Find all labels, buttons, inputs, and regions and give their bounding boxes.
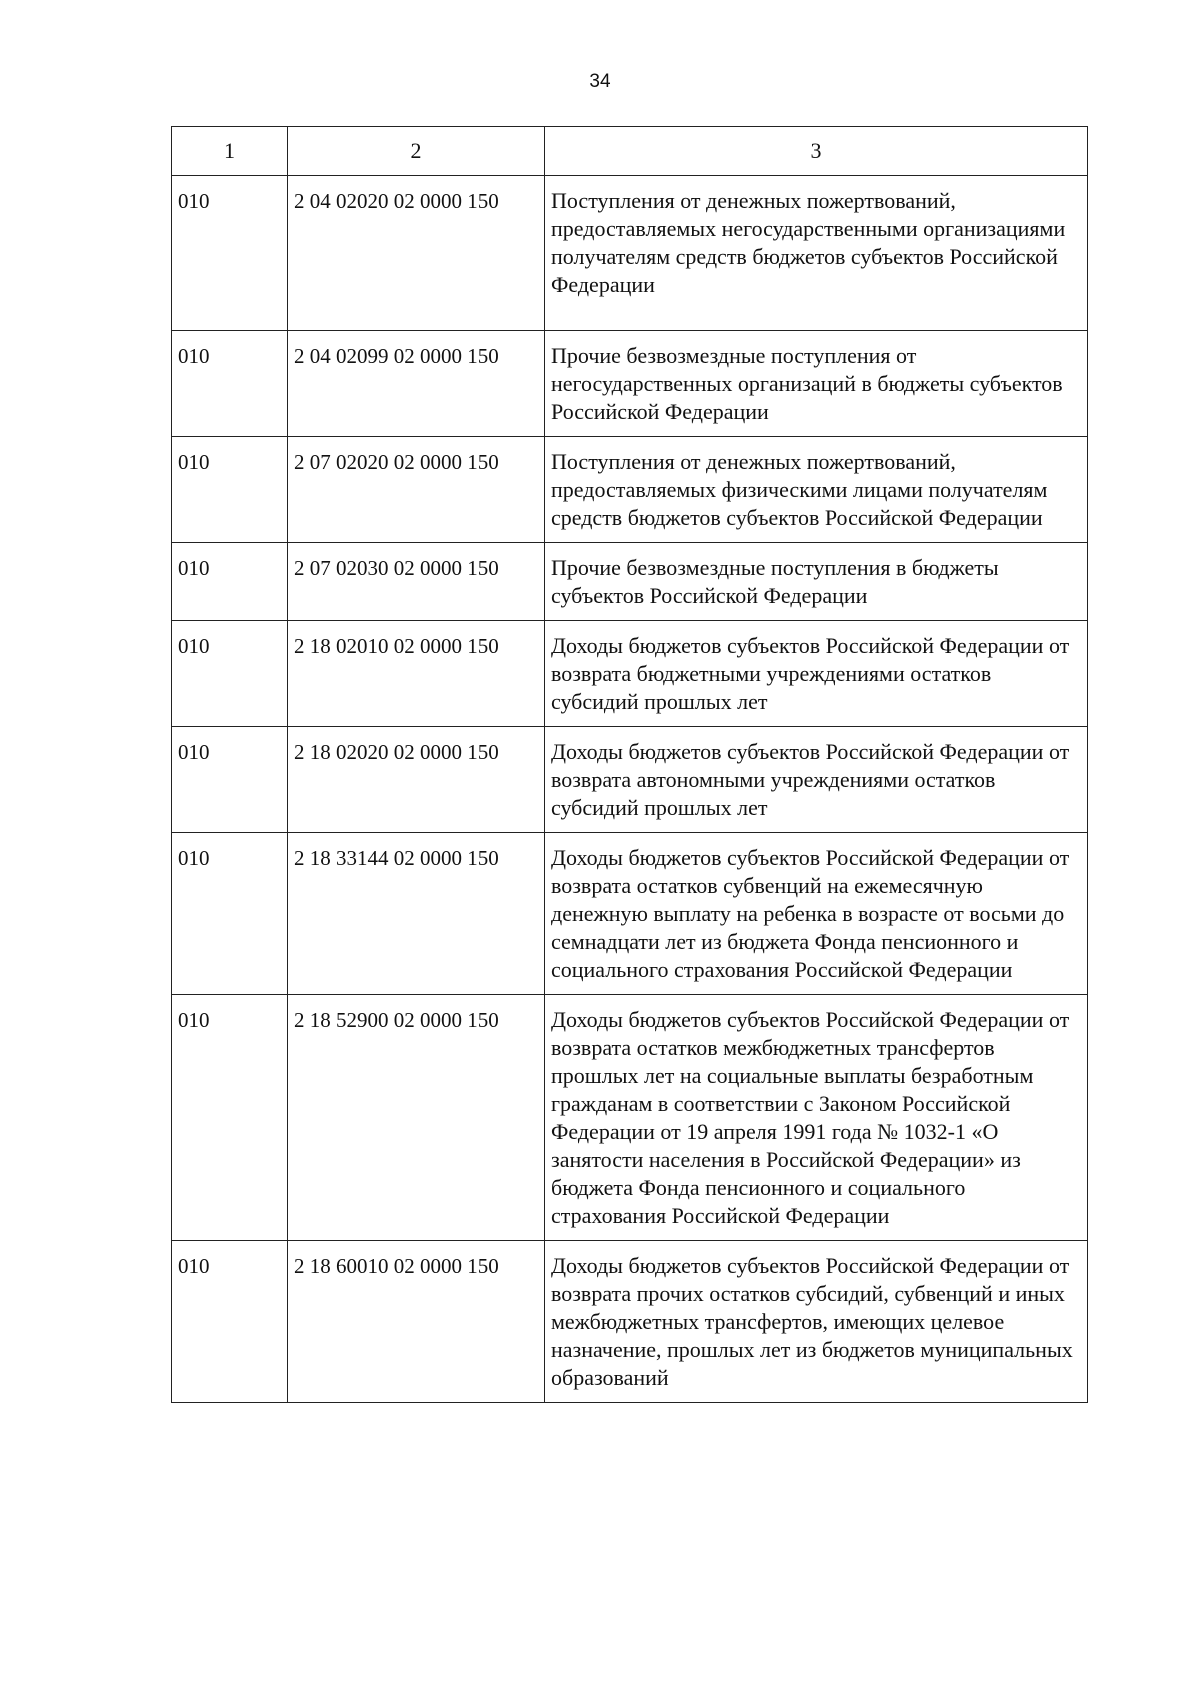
- revenue-code-cell: 2 18 02010 02 0000 150: [288, 621, 545, 727]
- admin-code-cell: 010: [172, 331, 288, 437]
- admin-code-cell: 010: [172, 995, 288, 1241]
- revenue-description-cell: Доходы бюджетов субъектов Российской Федерации от возврата прочих остатков субсидий, субвенций и иных межбюджетных трансфертов, имеющих целевое назначение, прошлых лет из бюджетов муниципальных образований: [545, 1241, 1088, 1403]
- revenue-description-cell: Прочие безвозмездные поступления от негосударственных организаций в бюджеты субъектов Российской Федерации: [545, 331, 1088, 437]
- revenue-code-cell: 2 04 02020 02 0000 150: [288, 176, 545, 331]
- table-row: [172, 727, 1088, 833]
- column-header-1: 1: [172, 127, 288, 176]
- revenue-description-cell: Доходы бюджетов субъектов Российской Федерации от возврата автономными учреждениями остатков субсидий прошлых лет: [545, 727, 1088, 833]
- revenue-description-cell: Доходы бюджетов субъектов Российской Федерации от возврата остатков межбюджетных трансфертов прошлых лет на социальные выплаты безработным гражданам в соответствии с Законом Российской Федерации от 19 апреля 1991 года № 1032-1 «О занятости населения в Российской Федерации» из бюджета Фонда пенсионного и социального страхования Российской Федерации: [545, 995, 1088, 1241]
- admin-code-cell: 010: [172, 543, 288, 621]
- table-row: [172, 1241, 1088, 1403]
- revenue-codes-table: [171, 126, 1088, 1403]
- table-row: [172, 543, 1088, 621]
- admin-code-cell: 010: [172, 176, 288, 331]
- revenue-code-cell: 2 18 60010 02 0000 150: [288, 1241, 545, 1403]
- revenue-description-cell: Доходы бюджетов субъектов Российской Федерации от возврата бюджетными учреждениями остатков субсидий прошлых лет: [545, 621, 1088, 727]
- page-number: 34: [589, 71, 611, 92]
- revenue-code-cell: 2 18 33144 02 0000 150: [288, 833, 545, 995]
- column-header-2: 2: [288, 127, 545, 176]
- admin-code-cell: 010: [172, 833, 288, 995]
- revenue-code-cell: 2 07 02020 02 0000 150: [288, 437, 545, 543]
- table-header-row: [172, 127, 1088, 176]
- admin-code-cell: 010: [172, 727, 288, 833]
- admin-code-cell: 010: [172, 437, 288, 543]
- table-row: [172, 621, 1088, 727]
- table-row: [172, 995, 1088, 1241]
- revenue-code-cell: 2 18 02020 02 0000 150: [288, 727, 545, 833]
- column-header-3: 3: [545, 127, 1088, 176]
- admin-code-cell: 010: [172, 1241, 288, 1403]
- admin-code-cell: 010: [172, 621, 288, 727]
- revenue-description-cell: Поступления от денежных пожертвований, предоставляемых негосударственными организациями получателям средств бюджетов субъектов Российской Федерации: [545, 176, 1088, 331]
- revenue-code-cell: 2 07 02030 02 0000 150: [288, 543, 545, 621]
- revenue-description-cell: Прочие безвозмездные поступления в бюджеты субъектов Российской Федерации: [545, 543, 1088, 621]
- revenue-code-cell: 2 04 02099 02 0000 150: [288, 331, 545, 437]
- table-row: [172, 437, 1088, 543]
- revenue-description-cell: Доходы бюджетов субъектов Российской Федерации от возврата остатков субвенций на ежемесячную денежную выплату на ребенка в возрасте от восьми до семнадцати лет из бюджета Фонда пенсионного и социального страхования Российской Федерации: [545, 833, 1088, 995]
- revenue-description-cell: Поступления от денежных пожертвований, предоставляемых физическими лицами получателям средств бюджетов субъектов Российской Федерации: [545, 437, 1088, 543]
- revenue-code-cell: 2 18 52900 02 0000 150: [288, 995, 545, 1241]
- table-row: [172, 176, 1088, 331]
- table-row: [172, 833, 1088, 995]
- table-row: [172, 331, 1088, 437]
